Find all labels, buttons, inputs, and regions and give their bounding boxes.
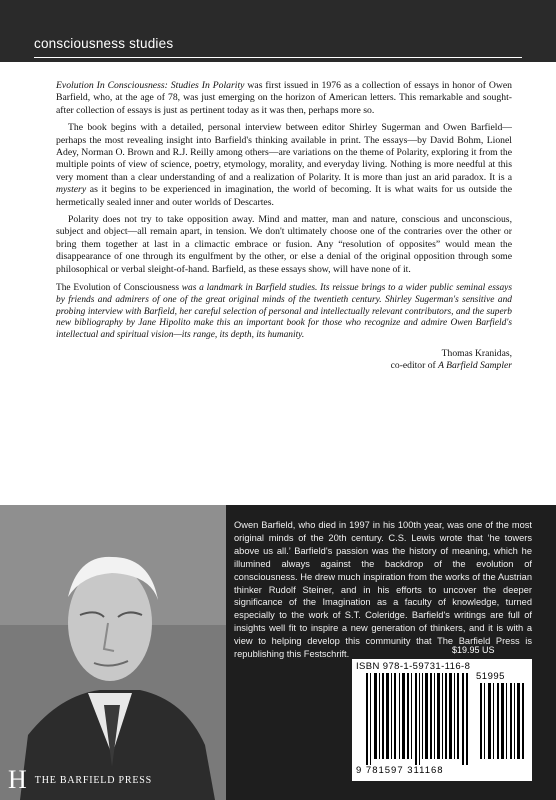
publisher-imprint xyxy=(8,767,152,793)
header-band xyxy=(0,0,556,62)
attribution-name: Thomas Kranidas, xyxy=(441,348,512,360)
series-title: consciousness studies xyxy=(34,36,174,51)
author-portrait-image xyxy=(0,505,226,800)
book-title: Evolution In Consciousness: Studies In Polarity xyxy=(56,80,245,91)
paragraph-1 xyxy=(56,80,512,117)
price-label: $19.95 US xyxy=(452,645,495,655)
paragraph-2-text-a: The book begins with a detailed, personal interview between editor Shirley Sugerman and Owen Barfield—perhaps the most revealing insight into Barfield's thinking available in print. The essays—by David Bohm, Lionel Adey, Norman O. Brown and R.J. Reilly among others—are variations on the theme of Polarity, exploring it from the multiple points of view of science, poetry, etymology, morality, and everyday living. Nothing is more needful at this very moment than a clear understanding of and a realization of Polarity. It is more than just an arid paradox. It is a xyxy=(56,122,512,183)
paragraph-1-text: was first issued in 1976 as a collection of essays in honor of Owen Barfield, who, at the age of 78, was just emerging on the horizon of American letters. This remarkable and sought-after collection of essays is just as pertinent today as it was then, perhaps more so. xyxy=(56,80,512,116)
paragraph-3: Polarity does not try to take opposition away. Mind and matter, man and nature, conscious and unconscious, subject and object—all remain apart, in tension. We don't ultimately choose one of the contraries over the other or bring them together at last in a climactic embrace or fusion. Any “resolution of opposites” would mean the disappearance of one through its engulfment by the other, or else a denial of the original opposition through some philosophical or verbal sleight-of-hand. Barfield, as these essays show, will have none of it. xyxy=(56,214,512,275)
paragraph-2-emphasis: mystery xyxy=(56,184,87,196)
ean-number: 9 781597 311168 xyxy=(356,765,444,776)
isbn-barcode xyxy=(352,659,532,781)
description-text xyxy=(56,80,512,372)
paragraph-2 xyxy=(56,122,512,209)
isbn-number: ISBN 978-1-59731-116-8 xyxy=(356,661,471,672)
endorsement-quote xyxy=(56,283,512,342)
quote-text: was a landmark in Barfield studies. Its reissue brings to a wider public seminal essays by friends and admirers of one of the great original minds of the twentieth century. Shirley Sugerman's sensitive and probing interview with Barfield, her careful selection of personal and intellectually relevant contributors, and the superb new bibliography by Jane Hipolito make this an important book for those who recognize and admire Owen Barfield's intellectual and spiritual vision—its range, its depth, its humanity. xyxy=(56,283,512,341)
header-rule xyxy=(34,57,522,58)
attribution-prefix: co-editor of xyxy=(390,360,439,372)
barcode-addon-bars xyxy=(480,683,524,759)
author-photo xyxy=(0,505,226,800)
attribution-book: A Barfield Sampler xyxy=(438,360,512,372)
publisher-name: THE BARFIELD PRESS xyxy=(34,774,152,786)
barcode-main-bars xyxy=(366,673,470,765)
attribution-role xyxy=(56,360,512,372)
quote-book-title: The Evolution of Consciousness xyxy=(56,283,179,294)
paragraph-2-text-b: as it begins to be experienced in imagination, the world of becoming. It is what waits for us outside the hermetically sealed inner and outer worlds of Descartes. xyxy=(56,184,512,208)
author-bio: Owen Barfield, who died in 1997 in his 100th year, was one of the most original minds of the 20th century. C.S. Lewis wrote that ‘he towers above us all.’ Barfield's passion was the history of meaning, which he illumined always against the backdrop of the evolution of consciousness. He drew much inspiration from the works of the Austrian thinker Rudolf Steiner, and in his efforts to uncover the deeper significance of the Imagination as a faculty of knowledge, turned especially to the work of S.T. Coleridge. Barfield's writings are full of insights well fit to inspire a new generation of thinkers, and it is with a view to helping develop this community that The Barfield Press is republishing this Festschrift. xyxy=(234,520,532,660)
publisher-logo-icon: H xyxy=(8,765,27,794)
bottom-panel xyxy=(0,505,556,800)
quote-attribution xyxy=(56,348,512,372)
price-addon-digits: 51995 xyxy=(476,671,505,682)
